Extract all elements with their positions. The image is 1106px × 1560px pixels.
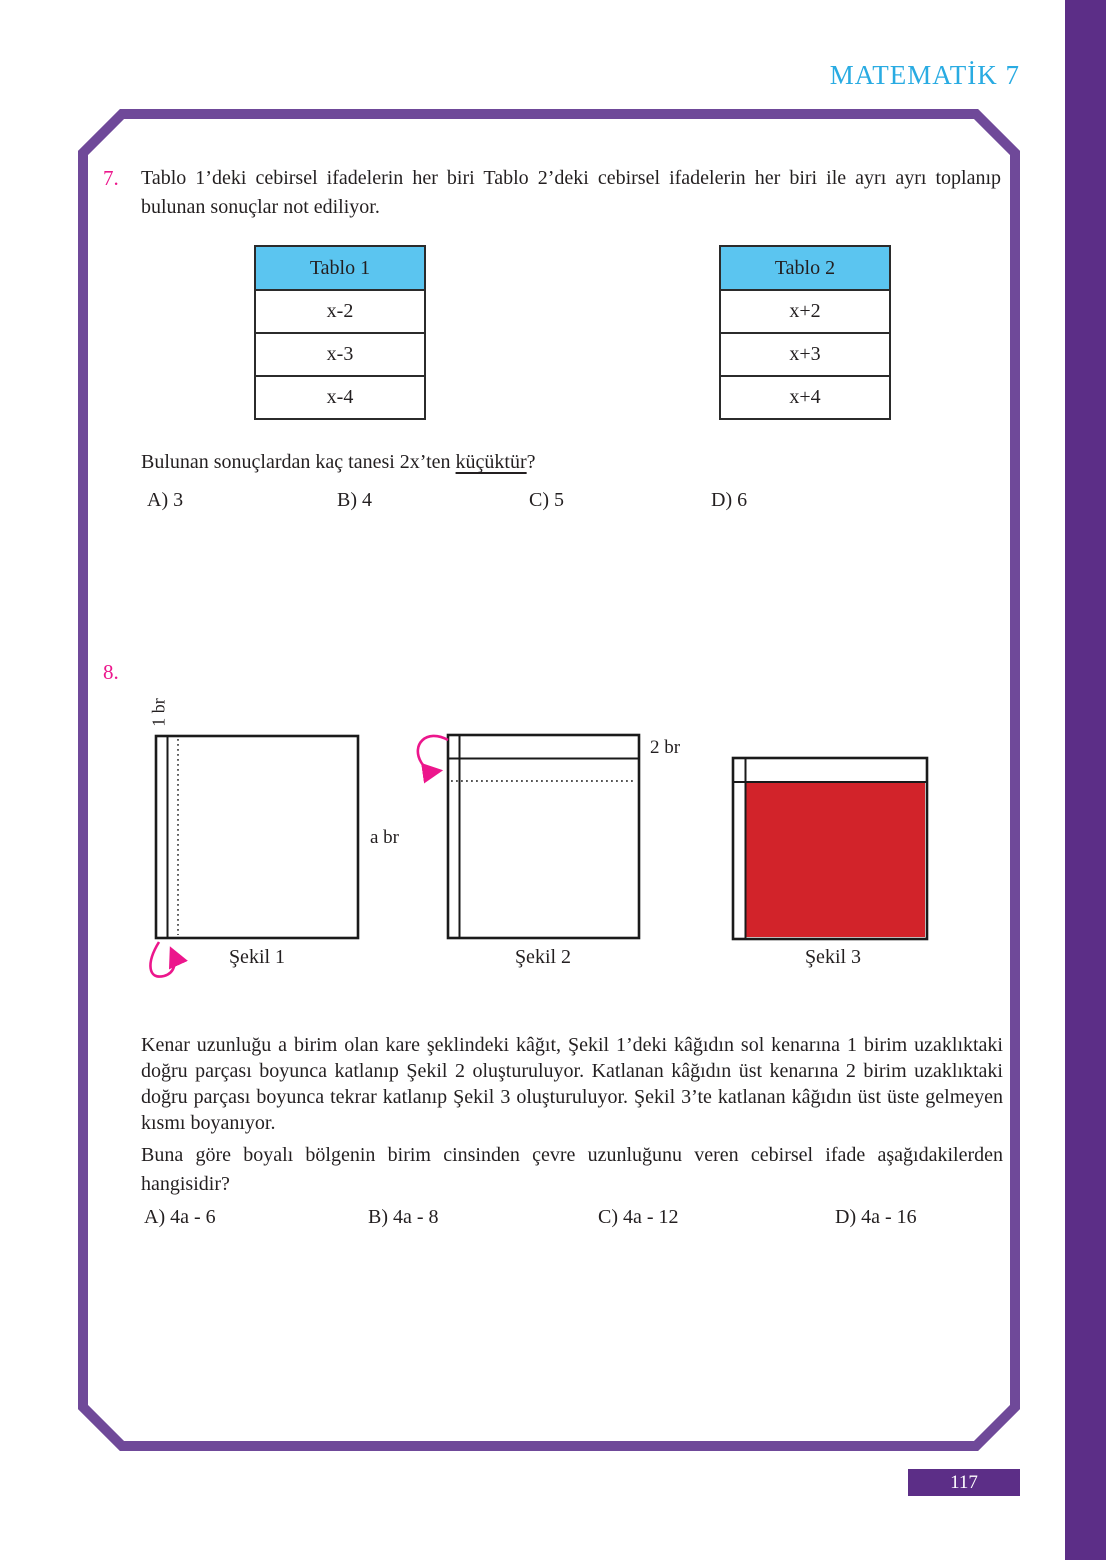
question-7-number: 7.: [103, 166, 119, 190]
question-8-number: 8.: [103, 660, 119, 684]
table-row: x-2: [256, 291, 424, 334]
page-number-badge: [908, 1469, 1020, 1496]
figure-2-square: [448, 735, 639, 938]
q7-option-c: C) 5: [529, 489, 564, 511]
table-row: x+4: [789, 386, 821, 408]
fold-arrow-icon: [150, 942, 174, 977]
table-row: x-3: [256, 334, 424, 377]
q7-option-d: D) 6: [711, 489, 748, 511]
question-7-stem: Tablo 1’deki cebirsel ifadelerin her biri Tablo 2’deki cebirsel ifadelerin her biri ile ayrı ayrı toplanıp bulunan sonuçlar not ediliyor.: [141, 167, 1001, 218]
q7-option-b: B) 4: [337, 489, 372, 511]
question-7-text: [141, 451, 536, 474]
figure-3-caption: Şekil 3: [804, 946, 862, 968]
figure-1-side-label: a br: [370, 827, 400, 848]
table-2-header: Tablo 2: [721, 247, 889, 291]
page-title: MATEMATİK 7: [829, 60, 1020, 90]
question-7-text-prefix: Bulunan sonuçlardan kaç tanesi 2x’ten: [141, 451, 456, 473]
shaded-region: [746, 783, 925, 937]
q8-option-b: B) 4a - 8: [368, 1206, 439, 1228]
figure-1-square: [156, 736, 358, 938]
page-edge-bar: [1065, 0, 1106, 1560]
question-7-text-suffix: ?: [526, 451, 536, 473]
table-1: [254, 245, 426, 420]
question-7-underlined-word: küçüktür: [455, 451, 527, 473]
q8-option-c: C) 4a - 12: [598, 1206, 679, 1228]
question-8-text: Buna göre boyalı bölgenin birim cinsinden çevre uzunluğunu veren cebirsel ifade aşağıdakilerden hangisidir?: [141, 1144, 1003, 1195]
q7-option-a: A) 3: [147, 489, 184, 511]
table-row: x+2: [721, 291, 889, 334]
page-number: 117: [950, 1471, 978, 1493]
question-8-paragraph: Kenar uzunluğu a birim olan kare şeklindeki kâğıt, Şekil 1’deki kâğıdın sol kenarına 1 birim uzaklıktaki doğru parçası boyunca katlanıp Şekil 2 oluşturuluyor. Katlanan kâğıdın üst kenarına 2 birim uzaklıktaki doğru parçası boyunca tekrar katlanıp Şekil 3 oluşturuluyor. Şekil 3’te katlanan kâğıdın üst üste gelmeyen kısmı boyanıyor.: [141, 1034, 1003, 1134]
figure-2-top-label: 2 br: [650, 737, 681, 758]
table-2: [719, 245, 891, 420]
table-row: x+3: [721, 334, 889, 377]
q8-option-d: D) 4a - 16: [835, 1206, 917, 1228]
table-row: x-4: [326, 386, 354, 408]
table-1-header: Tablo 1: [256, 247, 424, 291]
q8-option-a: A) 4a - 6: [144, 1206, 216, 1228]
figure-1-caption: Şekil 1: [228, 946, 286, 968]
figure-3-square: [733, 758, 927, 939]
figure-2-caption: Şekil 2: [514, 946, 572, 968]
fold-arrow-icon: [418, 736, 448, 771]
figure-1-strip-label: 1 br: [148, 698, 169, 727]
